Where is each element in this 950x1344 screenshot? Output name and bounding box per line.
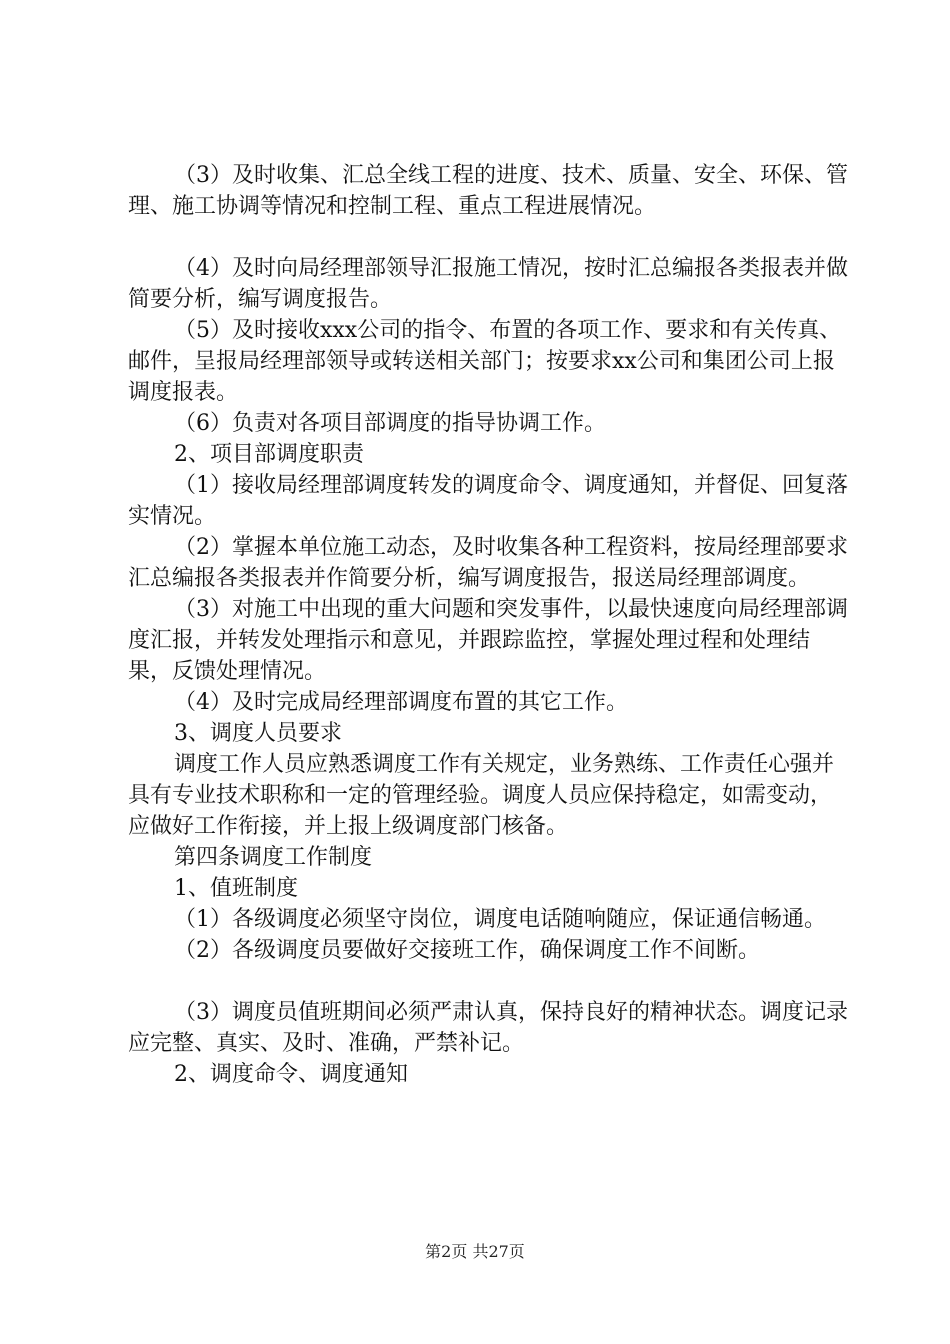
paragraph: （1）各级调度必须坚守岗位，调度电话随响随应，保证通信畅通。: [174, 907, 826, 932]
paragraph: （4）及时向局经理部领导汇报施工情况，按时汇总编报各类报表并做简要分析，编写调度报告。: [128, 256, 848, 312]
paragraph: （2）各级调度员要做好交接班工作，确保调度工作不间断。: [174, 938, 760, 963]
page-number-footer: 第2页 共27页: [425, 1242, 525, 1261]
section-heading: 2、项目部调度职责: [174, 442, 364, 467]
paragraph: 调度工作人员应熟悉调度工作有关规定，业务熟练、工作责任心强并具有专业技术职称和一定的管理经验。调度人员应保持稳定，如需变动，应做好工作衔接，并上报上级调度部门核备。: [128, 752, 835, 839]
article-heading: 第四条调度工作制度: [174, 845, 373, 870]
paragraph: （2）掌握本单位施工动态，及时收集各种工程资料，按局经理部要求汇总编报各类报表并作简要分析，编写调度报告，报送局经理部调度。: [128, 535, 848, 591]
paragraph: （3）对施工中出现的重大问题和突发事件，以最快速度向局经理部调度汇报，并转发处理指示和意见，并跟踪监控，掌握处理过程和处理结果，反馈处理情况。: [128, 597, 848, 684]
paragraph: （4）及时完成局经理部调度布置的其它工作。: [174, 690, 628, 715]
paragraph: （3）调度员值班期间必须严肃认真，保持良好的精神状态。调度记录应完整、真实、及时、准确，严禁补记。: [128, 1000, 848, 1056]
paragraph: （5）及时接收xxx公司的指令、布置的各项工作、要求和有关传真、邮件，呈报局经理部领导或转送相关部门；按要求xx公司和集团公司上报调度报表。: [128, 318, 842, 405]
paragraph: （3）及时收集、汇总全线工程的进度、技术、质量、安全、环保、管理、施工协调等情况和控制工程、重点工程进展情况。: [128, 163, 848, 219]
section-heading: 2、调度命令、调度通知: [174, 1062, 408, 1087]
document-body: [128, 160, 848, 1090]
paragraph: （6）负责对各项目部调度的指导协调工作。: [174, 411, 606, 436]
section-heading: 3、调度人员要求: [174, 721, 342, 746]
section-heading: 1、值班制度: [174, 876, 298, 901]
paragraph: （1）接收局经理部调度转发的调度命令、调度通知，并督促、回复落实情况。: [128, 473, 848, 529]
